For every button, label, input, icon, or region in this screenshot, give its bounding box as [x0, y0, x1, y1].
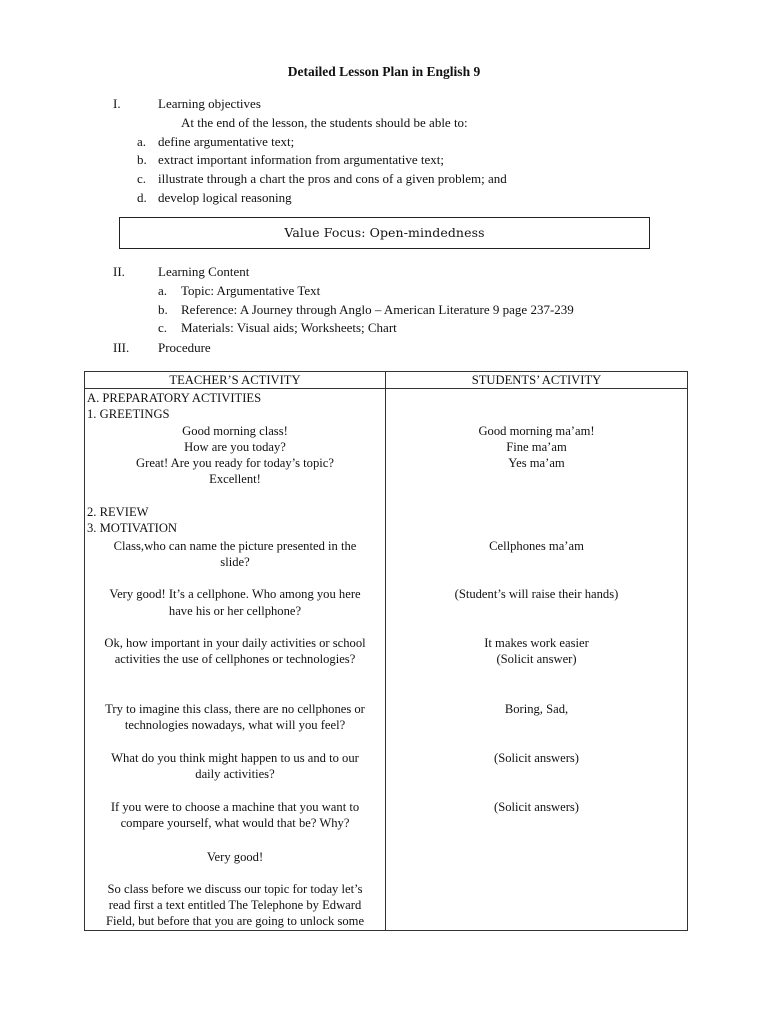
section-3-numeral: III. [113, 340, 130, 355]
teacher-line: Excellent! [209, 472, 261, 486]
objective-letter: c. [137, 171, 147, 186]
objective-letter: b. [137, 152, 147, 167]
objective-letter: a. [137, 134, 147, 149]
content-text: Reference: A Journey through Anglo – American Literature 9 page 237-239 [181, 302, 574, 317]
table-row [85, 389, 688, 931]
section-2-numeral: II. [113, 264, 125, 279]
teacher-line: Very good! [206, 850, 264, 864]
teacher-line: Great! Are you ready for today’s topic? [136, 456, 334, 470]
objective-text: develop logical reasoning [158, 190, 292, 205]
student-line: (Solicit answers) [494, 800, 579, 814]
student-line: (Solicit answers) [494, 751, 579, 765]
content-letter: c. [158, 320, 168, 335]
teacher-line: Very good! It’s a cellphone. Who among you here [109, 587, 361, 601]
teacher-activity-cell [85, 389, 386, 931]
greetings-heading: 1. GREETINGS [87, 407, 170, 421]
value-focus-box [119, 217, 650, 249]
motivation-heading: 3. MOTIVATION [87, 521, 178, 535]
teacher-activity-header: TEACHER’S ACTIVITY [85, 372, 386, 389]
teacher-line: So class before we discuss our topic for today let’s [107, 882, 363, 896]
teacher-line: read first a text entitled The Telephone by Edward [108, 898, 362, 912]
student-line: It makes work easier [484, 636, 589, 650]
objective-text: illustrate through a chart the pros and cons of a given problem; and [158, 171, 507, 186]
section-3-heading: Procedure [158, 340, 211, 355]
objectives-intro: At the end of the lesson, the students should be able to: [181, 115, 468, 130]
teacher-line: compare yourself, what would that be? Why? [120, 816, 350, 830]
objective-text: define argumentative text; [158, 134, 295, 149]
teacher-line: slide? [220, 555, 250, 569]
value-focus-text: Value Focus: Open-mindedness [284, 225, 485, 240]
content-letter: a. [158, 283, 168, 298]
student-line: Cellphones ma’am [489, 539, 584, 553]
content-text: Topic: Argumentative Text [181, 283, 321, 298]
review-heading: 2. REVIEW [87, 505, 149, 519]
procedure-table [84, 371, 688, 931]
teacher-line: Class,who can name the picture presented in the [113, 539, 357, 553]
teacher-line: Good morning class! [182, 424, 288, 438]
teacher-line: technologies nowadays, what will you feel? [124, 718, 346, 732]
section-1-numeral: I. [113, 96, 121, 111]
table-header-row [85, 372, 688, 389]
student-line: Yes ma’am [508, 456, 565, 470]
teacher-line: Field, but before that you are going to unlock some [105, 914, 365, 928]
objective-text: extract important information from argumentative text; [158, 152, 445, 167]
teacher-line: What do you think might happen to us and to our [111, 751, 359, 765]
document-title: Detailed Lesson Plan in English 9 [287, 64, 481, 79]
content-text: Materials: Visual aids; Worksheets; Chart [181, 320, 397, 335]
section-1-heading: Learning objectives [158, 96, 261, 111]
teacher-line: If you were to choose a machine that you want to [110, 800, 360, 814]
teacher-line: How are you today? [184, 440, 286, 454]
student-line: (Student’s will raise their hands) [454, 587, 619, 601]
teacher-line: have his or her cellphone? [168, 604, 302, 618]
teacher-line: activities the use of cellphones or technologies? [114, 652, 356, 666]
section-2-heading: Learning Content [158, 264, 250, 279]
students-activity-cell [386, 389, 688, 931]
student-line: (Solicit answer) [496, 652, 577, 666]
teacher-line: Ok, how important in your daily activities or school [104, 636, 366, 650]
students-activity-header: STUDENTS’ ACTIVITY [386, 372, 688, 389]
teacher-line: daily activities? [195, 767, 275, 781]
content-letter: b. [158, 302, 168, 317]
objective-letter: d. [137, 190, 147, 205]
student-line: Good morning ma’am! [478, 424, 595, 438]
preparatory-heading: A. PREPARATORY ACTIVITIES [87, 391, 262, 405]
student-line: Fine ma’am [506, 440, 567, 454]
teacher-line: Try to imagine this class, there are no cellphones or [105, 702, 365, 716]
student-line: Boring, Sad, [504, 702, 569, 716]
